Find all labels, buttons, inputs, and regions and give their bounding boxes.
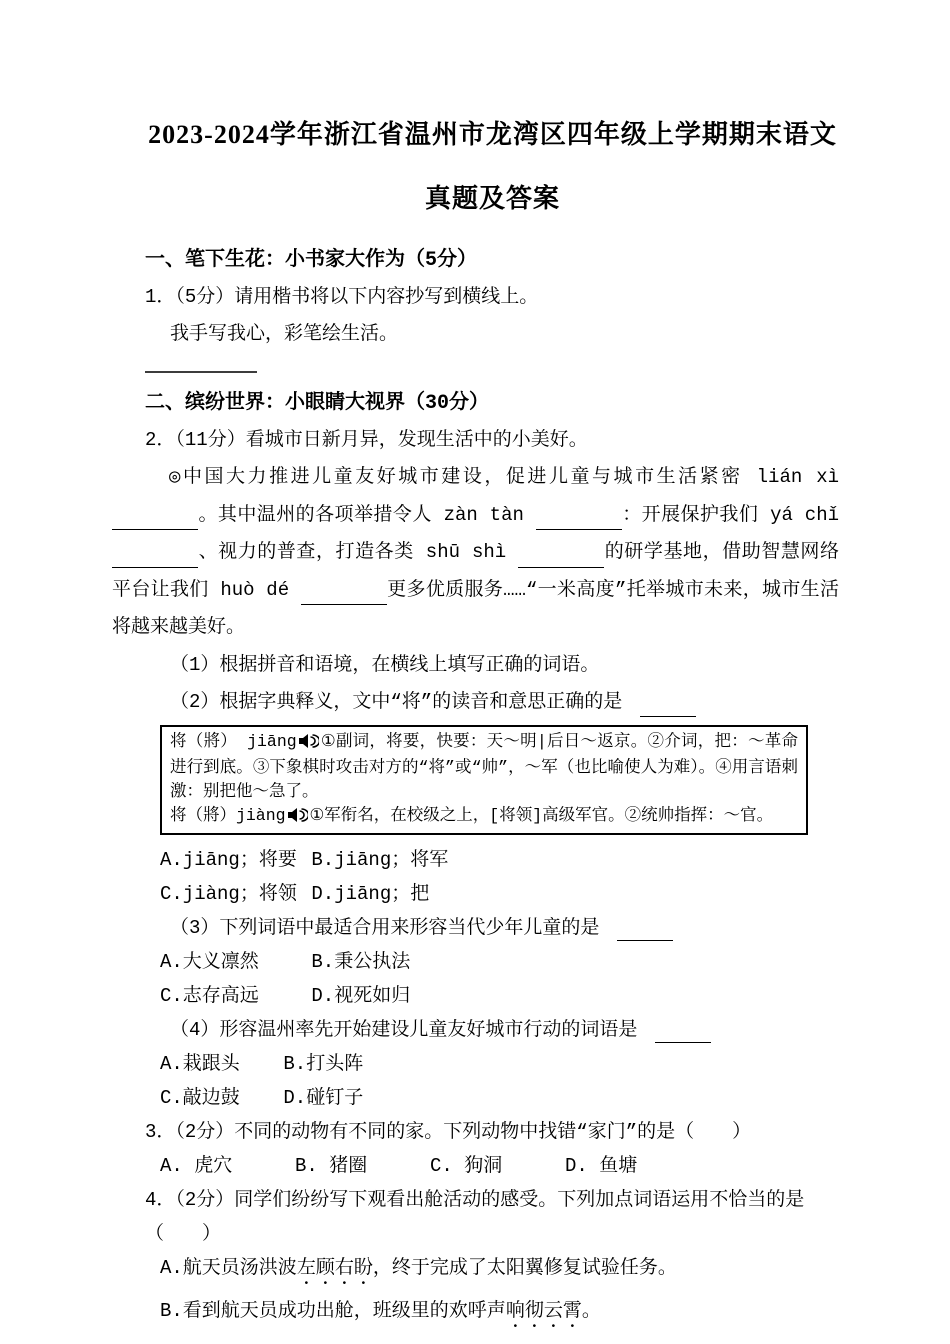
- passage-text: 。其中温州的各项举措令人: [198, 503, 444, 526]
- question-2-passage: [112, 459, 839, 647]
- q4-option-b-text: B.看到航天员成功出舱，班级里的欢呼声: [160, 1299, 506, 1322]
- pinyin-lian-xi: lián xì: [756, 466, 839, 488]
- answer-blank-2: [536, 510, 622, 530]
- audio-icon: [288, 806, 308, 830]
- pinyin-shu-shi: shū shì: [425, 541, 507, 563]
- question-2-sub-1: （1）根据拼音和语境，在横线上填写正确的词语。: [170, 653, 600, 676]
- passage-text: ：开展保护我们: [621, 503, 771, 526]
- q2-sub4-option-d: D.碰钉子: [283, 1086, 364, 1109]
- section-1-heading: 一、笔下生花：小书家大作为（5分）: [145, 249, 478, 272]
- q4-option-a-text-end: ，终于完成了太阳翼修复试验任务。: [372, 1256, 677, 1279]
- page-title: 2023-2024学年浙江省温州市龙湾区四年级上学期期末语文: [148, 120, 837, 149]
- answer-blank-sub4: [655, 1023, 711, 1043]
- page-subtitle: 真题及答案: [424, 184, 560, 213]
- dictionary-box: [160, 725, 808, 835]
- question-2-sub-3-text: （3）下列词语中最适合用来形容当代少年儿童的是: [170, 916, 600, 939]
- q4-option-b-emphasized-word: 响彻云霄: [505, 1299, 582, 1322]
- answer-blank-3: [112, 548, 198, 568]
- q2-sub4-options-row-2: [160, 1081, 840, 1115]
- q2-sub3-option-c: C.志存高远: [160, 984, 259, 1007]
- question-2-sub-2: [170, 684, 840, 721]
- q2-sub3-options-row-2: [160, 979, 840, 1013]
- q2-sub2-option-a: A.jiāng；将要: [160, 848, 297, 871]
- q2-sub4-options-row-1: [160, 1047, 840, 1081]
- section-2-heading: 二、缤纷世界：小眼睛大视界（30分）: [145, 392, 490, 415]
- dict-entry-1-body: ①副词，将要，快要：天～明|后日～返京。②介词，把：～革命进行到底。③下象棋时攻击对方的“将”或“帅”，～军（也比喻使人为难）。④用言语刺激：别把他～急了。: [170, 731, 798, 801]
- dict-entry-2-head: 将（將）jiàng: [170, 805, 286, 825]
- question-4-stem: 4．（2分）同学们纷纷写下观看出舱活动的感受。下列加点词语运用不恰当的是（ ）: [145, 1188, 805, 1245]
- question-2-sub-3: [170, 911, 840, 945]
- pinyin-zan-tan: zàn tàn: [443, 503, 524, 526]
- q2-sub2-options-row-2: [160, 877, 840, 911]
- passage-text: 更多优质服务……“一米高度”托举城市未来，城市生活将越来越美好。: [112, 578, 840, 638]
- dict-entry-1-head: 将（將） jiāng: [170, 731, 297, 751]
- question-1-copy-text: 我手写我心，彩笔绘生活。: [170, 323, 399, 345]
- question-2-sub-4: [170, 1013, 840, 1047]
- dict-entry-1: [170, 730, 798, 804]
- q3-option-a: A. 虎穴: [160, 1154, 233, 1177]
- q2-sub2-option-d: D.jiāng；把: [311, 882, 430, 905]
- passage-text: ◎中国大力推进儿童友好城市建设，促进儿童与城市生活紧密: [169, 466, 757, 488]
- question-3-options: [160, 1149, 840, 1183]
- q4-option-a: [160, 1251, 840, 1290]
- q2-sub2-options-row-1: [160, 843, 840, 877]
- question-1-stem: 1．（5分）请用楷书将以下内容抄写到横线上。: [145, 286, 539, 308]
- q2-sub2-option-b: B.jiāng；将军: [311, 848, 449, 871]
- q2-sub4-option-a: A.栽跟头: [160, 1052, 240, 1075]
- dict-entry-2-body: ①军衔名，在校级之上，[将领]高级军官。②统帅指挥：～官。: [309, 805, 774, 825]
- pinyin-ya-chi: yá chǐ: [770, 503, 840, 526]
- answer-blank-4: [518, 548, 604, 568]
- question-2-sub-2-text: （2）根据字典释义，文中“将”的读音和意思正确的是: [170, 690, 623, 713]
- q4-option-a-text: A.航天员汤洪波: [160, 1256, 297, 1279]
- answer-blank-sub3: [617, 921, 673, 941]
- answer-blank-1: [112, 510, 198, 530]
- q2-sub3-option-d: D.视死如归: [311, 984, 411, 1007]
- answer-blank-sub2: [640, 697, 696, 717]
- q2-sub4-option-c: C.敲边鼓: [160, 1086, 240, 1109]
- q4-option-b: [160, 1294, 840, 1333]
- pinyin-huo-de: huò dé: [220, 578, 290, 601]
- q3-option-d: D. 鱼塘: [565, 1154, 638, 1177]
- answer-blank-5: [301, 585, 387, 605]
- question-2-sub-4-text: （4）形容温州率先开始建设儿童友好城市行动的词语是: [170, 1018, 638, 1041]
- question-3-stem: 3．（2分）不同的动物有不同的家。下列动物中找错“家门”的是（ ）: [145, 1120, 752, 1143]
- dict-entry-2: [170, 804, 798, 830]
- q2-sub3-option-b: B.秉公执法: [311, 950, 411, 973]
- passage-text: 的研学基地，借助智慧网络平台让我们: [112, 541, 839, 601]
- question-1-writing-line: [145, 359, 257, 373]
- q4-option-a-emphasized-word: 左顾右盼: [296, 1256, 373, 1279]
- q3-option-b: B. 猪圈: [295, 1154, 368, 1177]
- passage-text: 、视力的普查，打造各类: [198, 541, 426, 563]
- q4-option-b-text-end: 。: [581, 1299, 601, 1322]
- q2-sub2-option-c: C.jiàng；将领: [160, 882, 297, 905]
- audio-icon: [299, 732, 319, 756]
- q2-sub3-options-row-1: [160, 945, 840, 979]
- q3-option-c: C. 狗洞: [430, 1154, 503, 1177]
- q2-sub3-option-a: A.大义凛然: [160, 950, 259, 973]
- question-2-stem: 2．（11分）看城市日新月异，发现生活中的小美好。: [145, 429, 588, 451]
- q2-sub4-option-b: B.打头阵: [283, 1052, 364, 1075]
